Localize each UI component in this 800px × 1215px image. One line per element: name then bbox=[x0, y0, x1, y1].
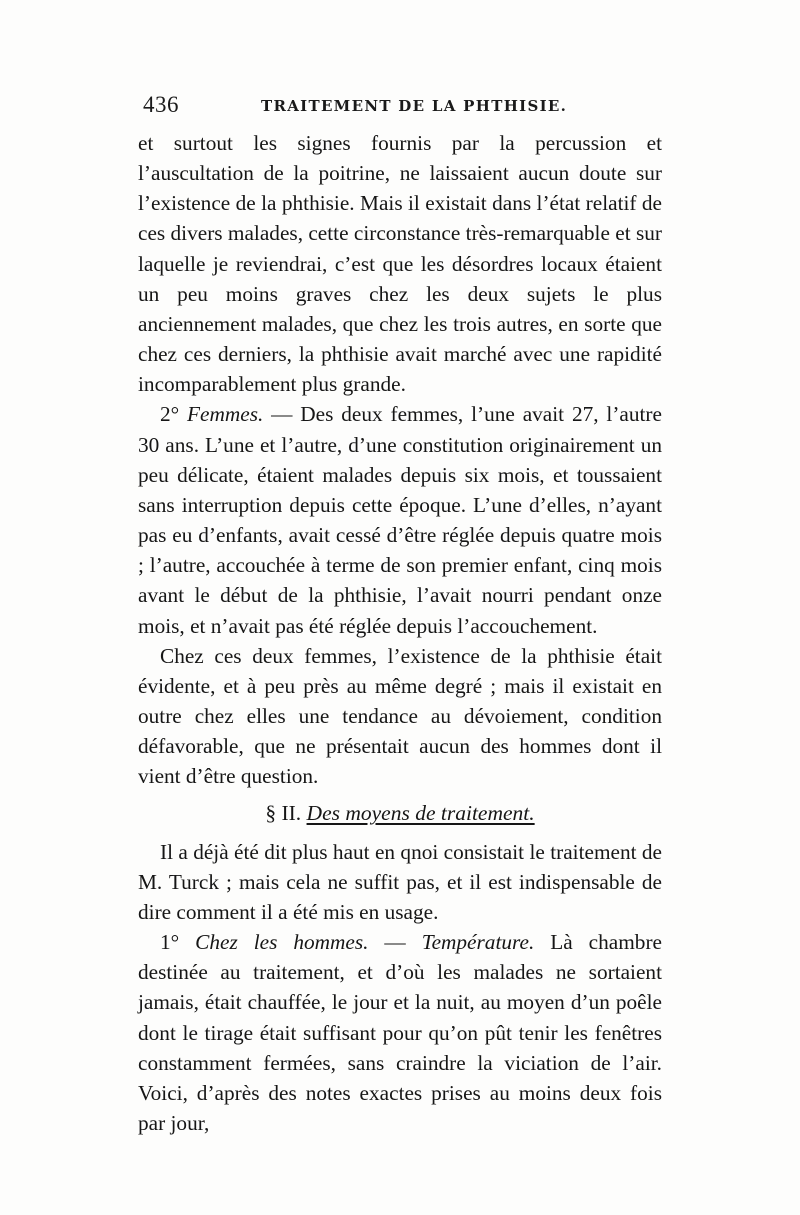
section-title: Des moyens de traitement. bbox=[306, 801, 535, 826]
page-number: 436 bbox=[143, 92, 179, 117]
section-number: § II. bbox=[265, 801, 302, 826]
paragraph-men-text: Là chambre destinée au traitement, et d’où les malades ne sortaient jamais, était chauffée, le jour et la nuit, au moyen d’un poêle dont le tirage était suffisant pour qu’on pût tenir les fenêtres constamment fermées, sans craindre la viciation de l’air. Voici, d’après des notes exactes prises au moins deux fois par jour, bbox=[138, 930, 662, 1135]
paragraph-women-condition: Chez ces deux femmes, l’existence de la phthisie était évidente, et à peu près au même degré ; mais il existait en outre chez elles une tendance au dévoiement, condition défavorable, que ne présentait aucun des hommes dont il vient d’être question. bbox=[138, 643, 662, 789]
paragraph-women-number: 2° bbox=[160, 402, 188, 427]
paragraph-women bbox=[138, 399, 662, 640]
paragraph-men-heading: Chez les hommes. bbox=[195, 930, 369, 955]
paragraph-treatment-intro: Il a déjà été dit plus haut en qnoi consistait le traitement de M. Turck ; mais cela ne suffit pas, et il est indispensable de dire comment il a été mis en usage. bbox=[138, 839, 662, 924]
body-text bbox=[138, 128, 662, 1138]
running-title: TRAITEMENT DE LA PHTHISIE. bbox=[261, 97, 568, 115]
paragraph-men-dash: — bbox=[368, 930, 422, 955]
paragraph-men-number: 1° bbox=[160, 930, 196, 955]
paragraph-women-heading: Femmes. bbox=[187, 402, 264, 427]
paragraph-men bbox=[138, 927, 662, 1138]
page-header bbox=[143, 92, 663, 122]
paragraph-men-subheading: Température. bbox=[421, 930, 535, 955]
section-heading bbox=[138, 798, 662, 828]
paragraph-women-text: — Des deux femmes, l’une avait 27, l’autre 30 ans. L’une et l’autre, d’une constitution originairement un peu délicate, étaient malades depuis six mois, et toussaient sans interruption depuis cette époque. L’une d’elles, n’ayant pas eu d’enfants, avait cessé d’être réglée depuis quatre mois ; l’autre, accouchée à terme de son premier enfant, cinq mois avant le début de la phthisie, l’avait nourri pendant onze mois, et n’avait pas été réglée depuis l’accouchement. bbox=[138, 402, 662, 638]
paragraph-continuation: et surtout les signes fournis par la percussion et l’auscultation de la poitrine, ne laissaient aucun doute sur l’existence de la phthisie. Mais il existait dans l’état relatif de ces divers malades, cette circonstance très-remarquable et sur laquelle je reviendrai, c’est que les désordres locaux étaient un peu moins graves chez les deux sujets le plus anciennement malades, que chez les trois autres, en sorte que chez ces derniers, la phthisie avait marché avec une rapidité incomparablement plus grande. bbox=[138, 131, 662, 397]
